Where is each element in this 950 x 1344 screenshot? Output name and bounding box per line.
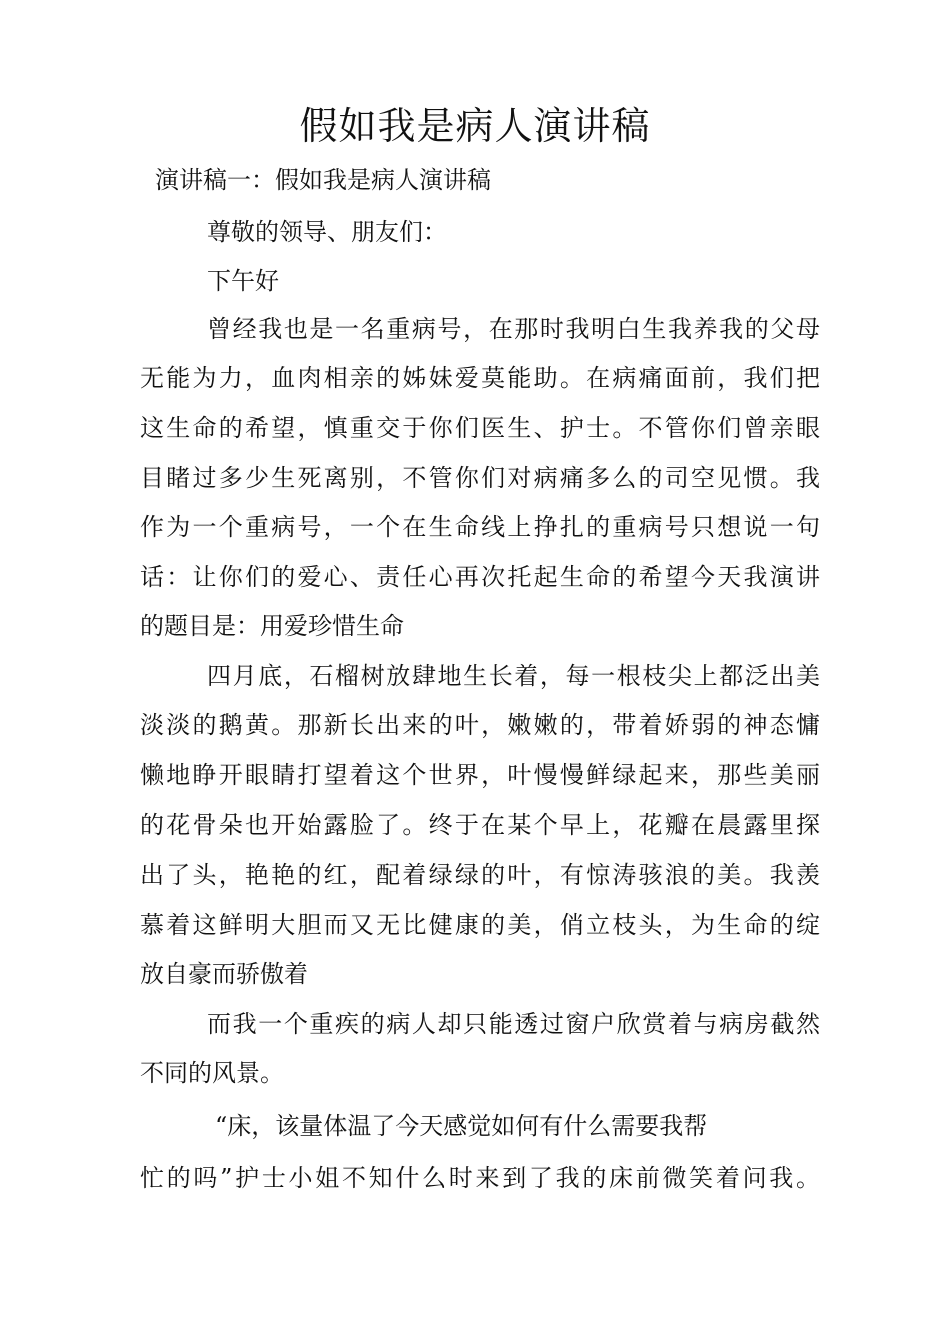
paragraph-line: 放自豪而骄傲着 bbox=[140, 960, 308, 988]
paragraph-line: 目睹过多少生死离别，不管你们对病痛多么的司空见惯。我 bbox=[140, 464, 820, 492]
paragraph-line: 而我一个重疾的病人却只能透过窗户欣赏着与病房截然 bbox=[207, 1010, 820, 1038]
paragraph-line: 作为一个重病号，一个在生命线上挣扎的重病号只想说一句 bbox=[140, 513, 820, 541]
quote-line: 忙的吗”护士小姐不知什么时来到了我的床前微笑着问我。 bbox=[140, 1164, 820, 1192]
paragraph-line: 慕着这鲜明大胆而又无比健康的美，俏立枝头，为生命的绽 bbox=[140, 911, 820, 939]
salutation-line: 尊敬的领导、朋友们： bbox=[207, 218, 447, 246]
document-subtitle: 演讲稿一：假如我是病人演讲稿 bbox=[155, 166, 491, 194]
paragraph-line: 淡淡的鹅黄。那新长出来的叶，嫩嫩的，带着娇弱的神态慵 bbox=[140, 711, 820, 739]
paragraph-line: 懒地睁开眼睛打望着这个世界，叶慢慢鲜绿起来，那些美丽 bbox=[140, 761, 820, 789]
greeting-line: 下午好 bbox=[207, 267, 279, 295]
paragraph-line: 话：让你们的爱心、责任心再次托起生命的希望今天我演讲 bbox=[140, 563, 820, 591]
quote-line: “床，该量体温了今天感觉如何有什么需要我帮 bbox=[215, 1112, 708, 1140]
paragraph-line: 四月底，石榴树放肆地生长着，每一根枝尖上都泛出美 bbox=[207, 662, 820, 690]
document-title: 假如我是病人演讲稿 bbox=[299, 104, 651, 148]
paragraph-line: 不同的风景。 bbox=[140, 1059, 284, 1087]
paragraph-line: 出了头，艳艳的红，配着绿绿的叶，有惊涛骇浪的美。我羡 bbox=[140, 861, 820, 889]
paragraph-line: 这生命的希望，慎重交于你们医生、护士。不管你们曾亲眼 bbox=[140, 414, 820, 442]
paragraph-line: 曾经我也是一名重病号，在那时我明白生我养我的父母 bbox=[207, 315, 820, 343]
paragraph-line: 无能为力，血肉相亲的姊妹爱莫能助。在病痛面前，我们把 bbox=[140, 364, 820, 392]
paragraph-line: 的题目是：用爱珍惜生命 bbox=[140, 612, 404, 640]
paragraph-line: 的花骨朵也开始露脸了。终于在某个早上，花瓣在晨露里探 bbox=[140, 811, 820, 839]
